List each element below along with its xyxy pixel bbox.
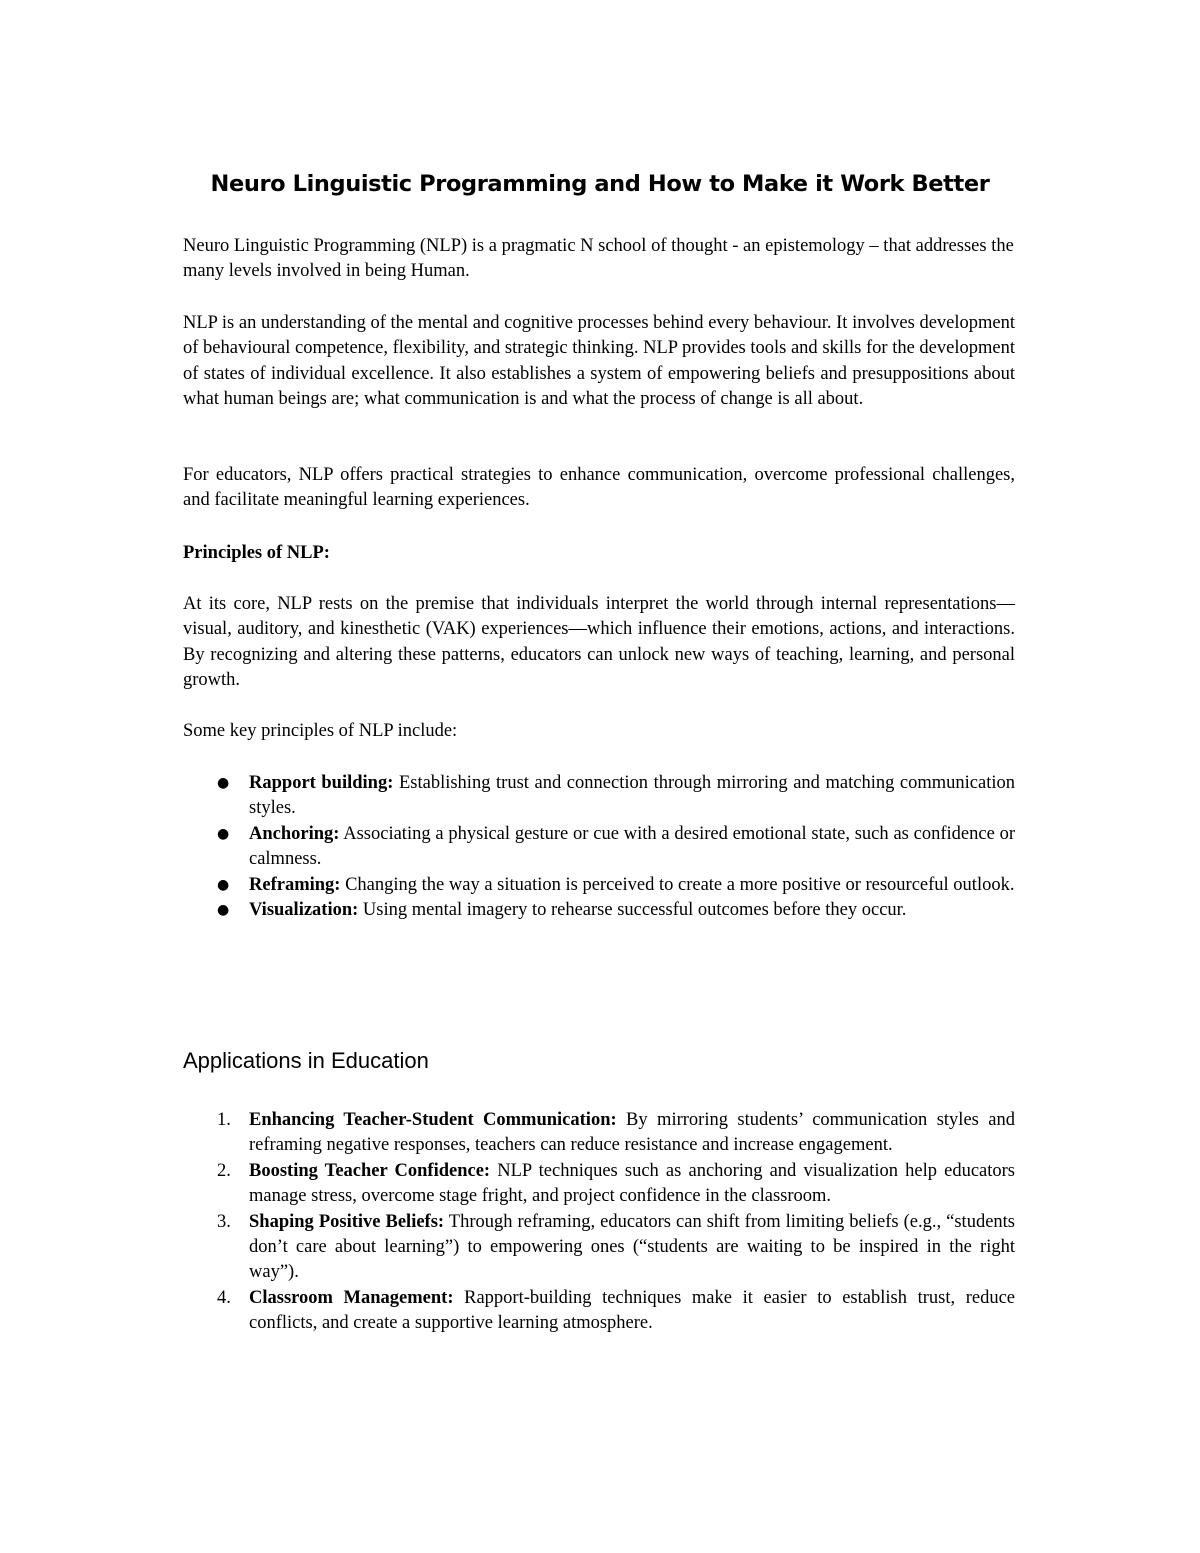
list-item	[183, 1286, 1015, 1337]
list-item-text: NLP techniques such as anchoring and visualization help educators manage stress, overcome stage fright, and project confidence in the classroom.	[249, 1160, 1015, 1207]
list-item-text: Establishing trust and connection through mirroring and matching communication styles.	[249, 773, 1016, 819]
list-item-term: Shaping Positive Beliefs:	[249, 1211, 445, 1232]
list-item	[183, 822, 1015, 873]
list-item-number: 3.	[217, 1211, 231, 1232]
list-item-text: Changing the way a situation is perceived to create a more positive or resourceful outlook.	[340, 874, 1015, 895]
bullet-icon: ●	[217, 876, 230, 893]
list-item-number: 4.	[217, 1287, 231, 1308]
list-item	[183, 1210, 1015, 1286]
list-item	[183, 771, 1015, 822]
principles-heading: Principles of NLP:	[183, 543, 330, 563]
bullet-icon: ●	[217, 825, 230, 842]
applications-list	[183, 1108, 1015, 1337]
list-item-number: 1.	[217, 1110, 231, 1130]
list-item-number: 2.	[217, 1160, 231, 1181]
list-item-term: Rapport building:	[249, 773, 394, 793]
list-item-term: Visualization:	[249, 900, 359, 921]
list-item-text: Through reframing, educators can shift from limiting beliefs (e.g., “students don’t care about learning”) to empowering ones (“students are waiting to be inspired in the right way”).	[249, 1211, 1015, 1283]
applications-heading: Applications in Education	[183, 1048, 429, 1073]
list-item	[183, 898, 1015, 923]
list-item-text: Rapport-building techniques make it easier to establish trust, reduce conflicts, and create a supportive learning atmosphere.	[249, 1287, 1015, 1334]
list-item-text: Using mental imagery to rehearse successful outcomes before they occur.	[358, 900, 907, 921]
document-title: Neuro Linguistic Programming and How to Make it Work Better	[210, 171, 990, 197]
list-item-text: Associating a physical gesture or cue with a desired emotional state, such as confidence or calmness.	[249, 823, 1015, 870]
list-item-term: Reframing:	[249, 874, 341, 895]
principles-paragraph: At its core, NLP rests on the premise that individuals interpret the world through internal representations—visual, auditory, and kinesthetic (VAK) experiences—which influence their emotions, actions, and interactions. By recognizing and altering these patterns, educators can unlock new ways of teaching, learning, and personal growth.	[183, 594, 1015, 691]
list-item	[183, 1108, 1015, 1159]
intro-paragraph-3: For educators, NLP offers practical strategies to enhance communication, overcome professional challenges, and facilitate meaningful learning experiences.	[183, 465, 1015, 511]
intro-paragraph-1: Neuro Linguistic Programming (NLP) is a pragmatic N school of thought - an epistemology – that addresses the many levels involved in being Human.	[183, 236, 1014, 282]
intro-paragraph-2: NLP is an understanding of the mental and cognitive processes behind every behaviour. It involves development of behavioural competence, flexibility, and strategic thinking. NLP provides tools and skills for the development of states of individual excellence. It also establishes a system of empowering beliefs and presuppositions about what human beings are; what communication is and what the process of change is all about.	[183, 313, 1015, 410]
principles-list	[183, 771, 1015, 923]
bullet-icon: ●	[217, 775, 230, 791]
list-item-text: By mirroring students’ communication styles and reframing negative responses, teachers can reduce resistance and increase engagement.	[249, 1110, 1015, 1156]
principles-list-intro: Some key principles of NLP include:	[183, 721, 458, 741]
list-item-term: Boosting Teacher Confidence:	[249, 1160, 491, 1181]
list-item	[183, 873, 1015, 898]
list-item-term: Anchoring:	[249, 823, 340, 844]
list-item-term: Enhancing Teacher-Student Communication:	[249, 1110, 617, 1130]
list-item	[183, 1159, 1015, 1210]
list-item-term: Classroom Management:	[249, 1287, 454, 1308]
bullet-icon: ●	[217, 902, 230, 919]
